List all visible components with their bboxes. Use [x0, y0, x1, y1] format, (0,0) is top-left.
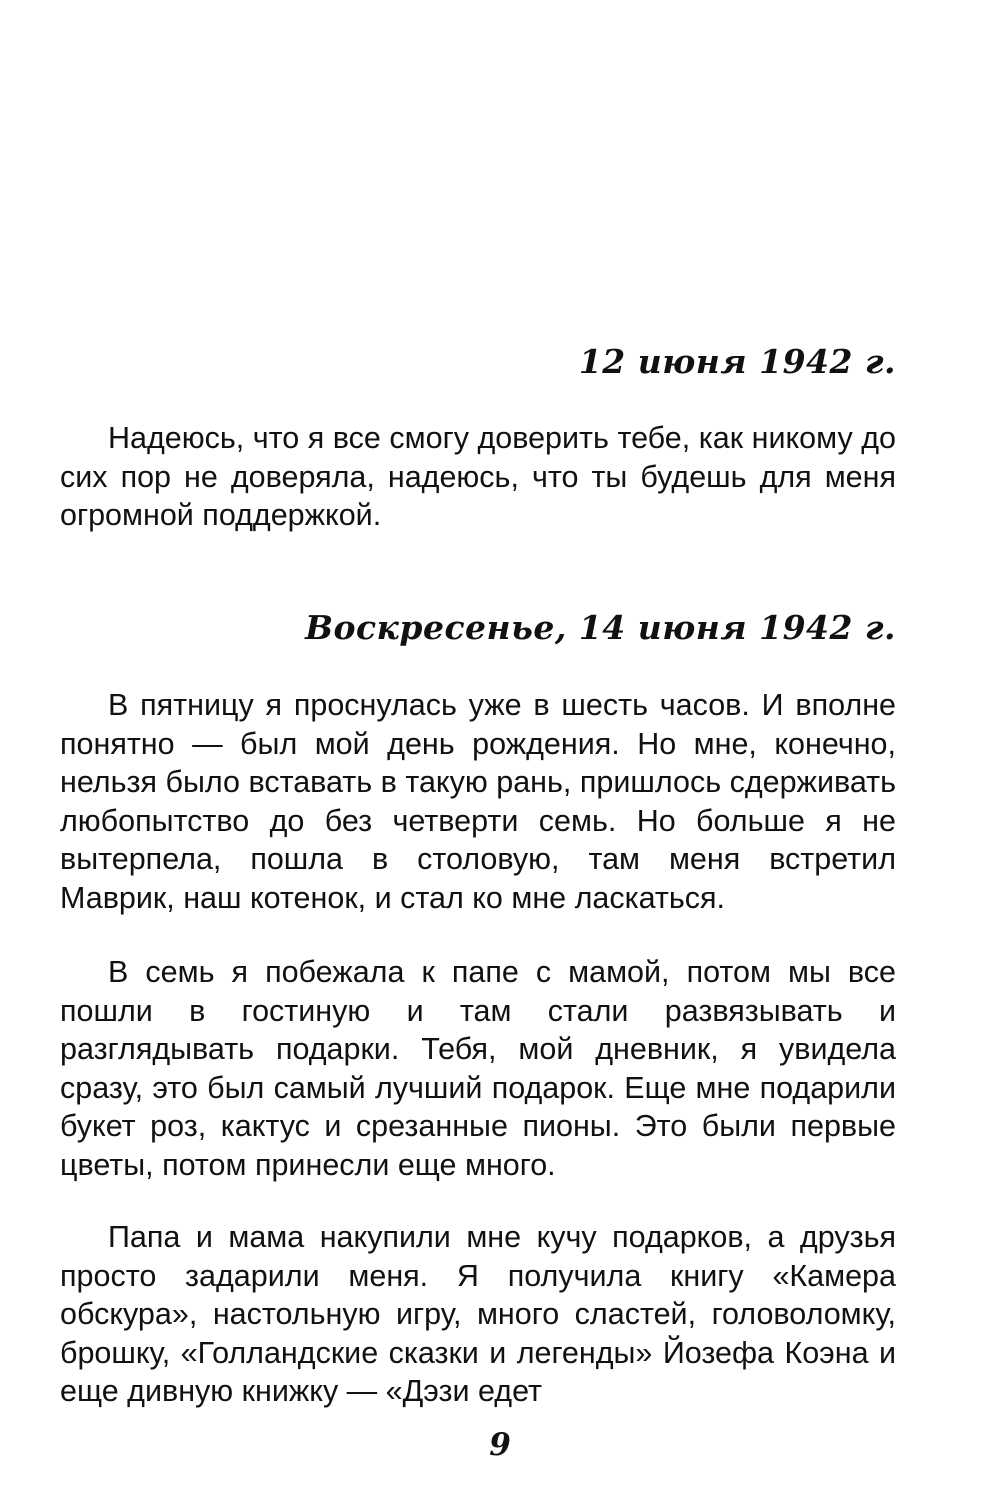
entry-date-2: Воскресенье, 14 июня 1942 г.	[305, 608, 896, 647]
entry-2-paragraph-2: В семь я побежала к папе с мамой, потом мы все пошли в гостиную и там стали развязывать и разглядывать подарки. Тебя, мой дневник, я увидела сразу, это был самый лучший подарок. Еще мне подарили букет роз, кактус и срезанные пионы. Это были первые цветы, потом принесли еще много.	[60, 955, 896, 1182]
entry-2-paragraph-3: Папа и мама накупили мне кучу подарков, а друзья просто задарили меня. Я получила книгу «Камера обскура», настольную игру, много сластей, головоломку, брошку, «Голландские сказки и легенды» Йозефа Коэна и еще дивную книжку — «Дэзи едет	[60, 1220, 896, 1409]
entry-1-paragraph-1: Надеюсь, что я все смогу доверить тебе, как никому до сих пор не доверяла, надеюсь, что ты будешь для меня огромной поддержкой.	[60, 421, 896, 533]
page-number: 9	[489, 1427, 511, 1463]
entry-2-paragraph-1: В пятницу я проснулась уже в шесть часов. И вполне понятно — был мой день рождения. Но мне, конечно, нельзя было вставать в такую рань, пришлось сдерживать любопытство до без четверти семь. Но больше я не вытерпела, пошла в столовую, там меня встретил Маврик, наш котенок, и стал ко мне ласкаться.	[60, 688, 896, 915]
entry-date-1: 12 июня 1942 г.	[578, 342, 896, 381]
